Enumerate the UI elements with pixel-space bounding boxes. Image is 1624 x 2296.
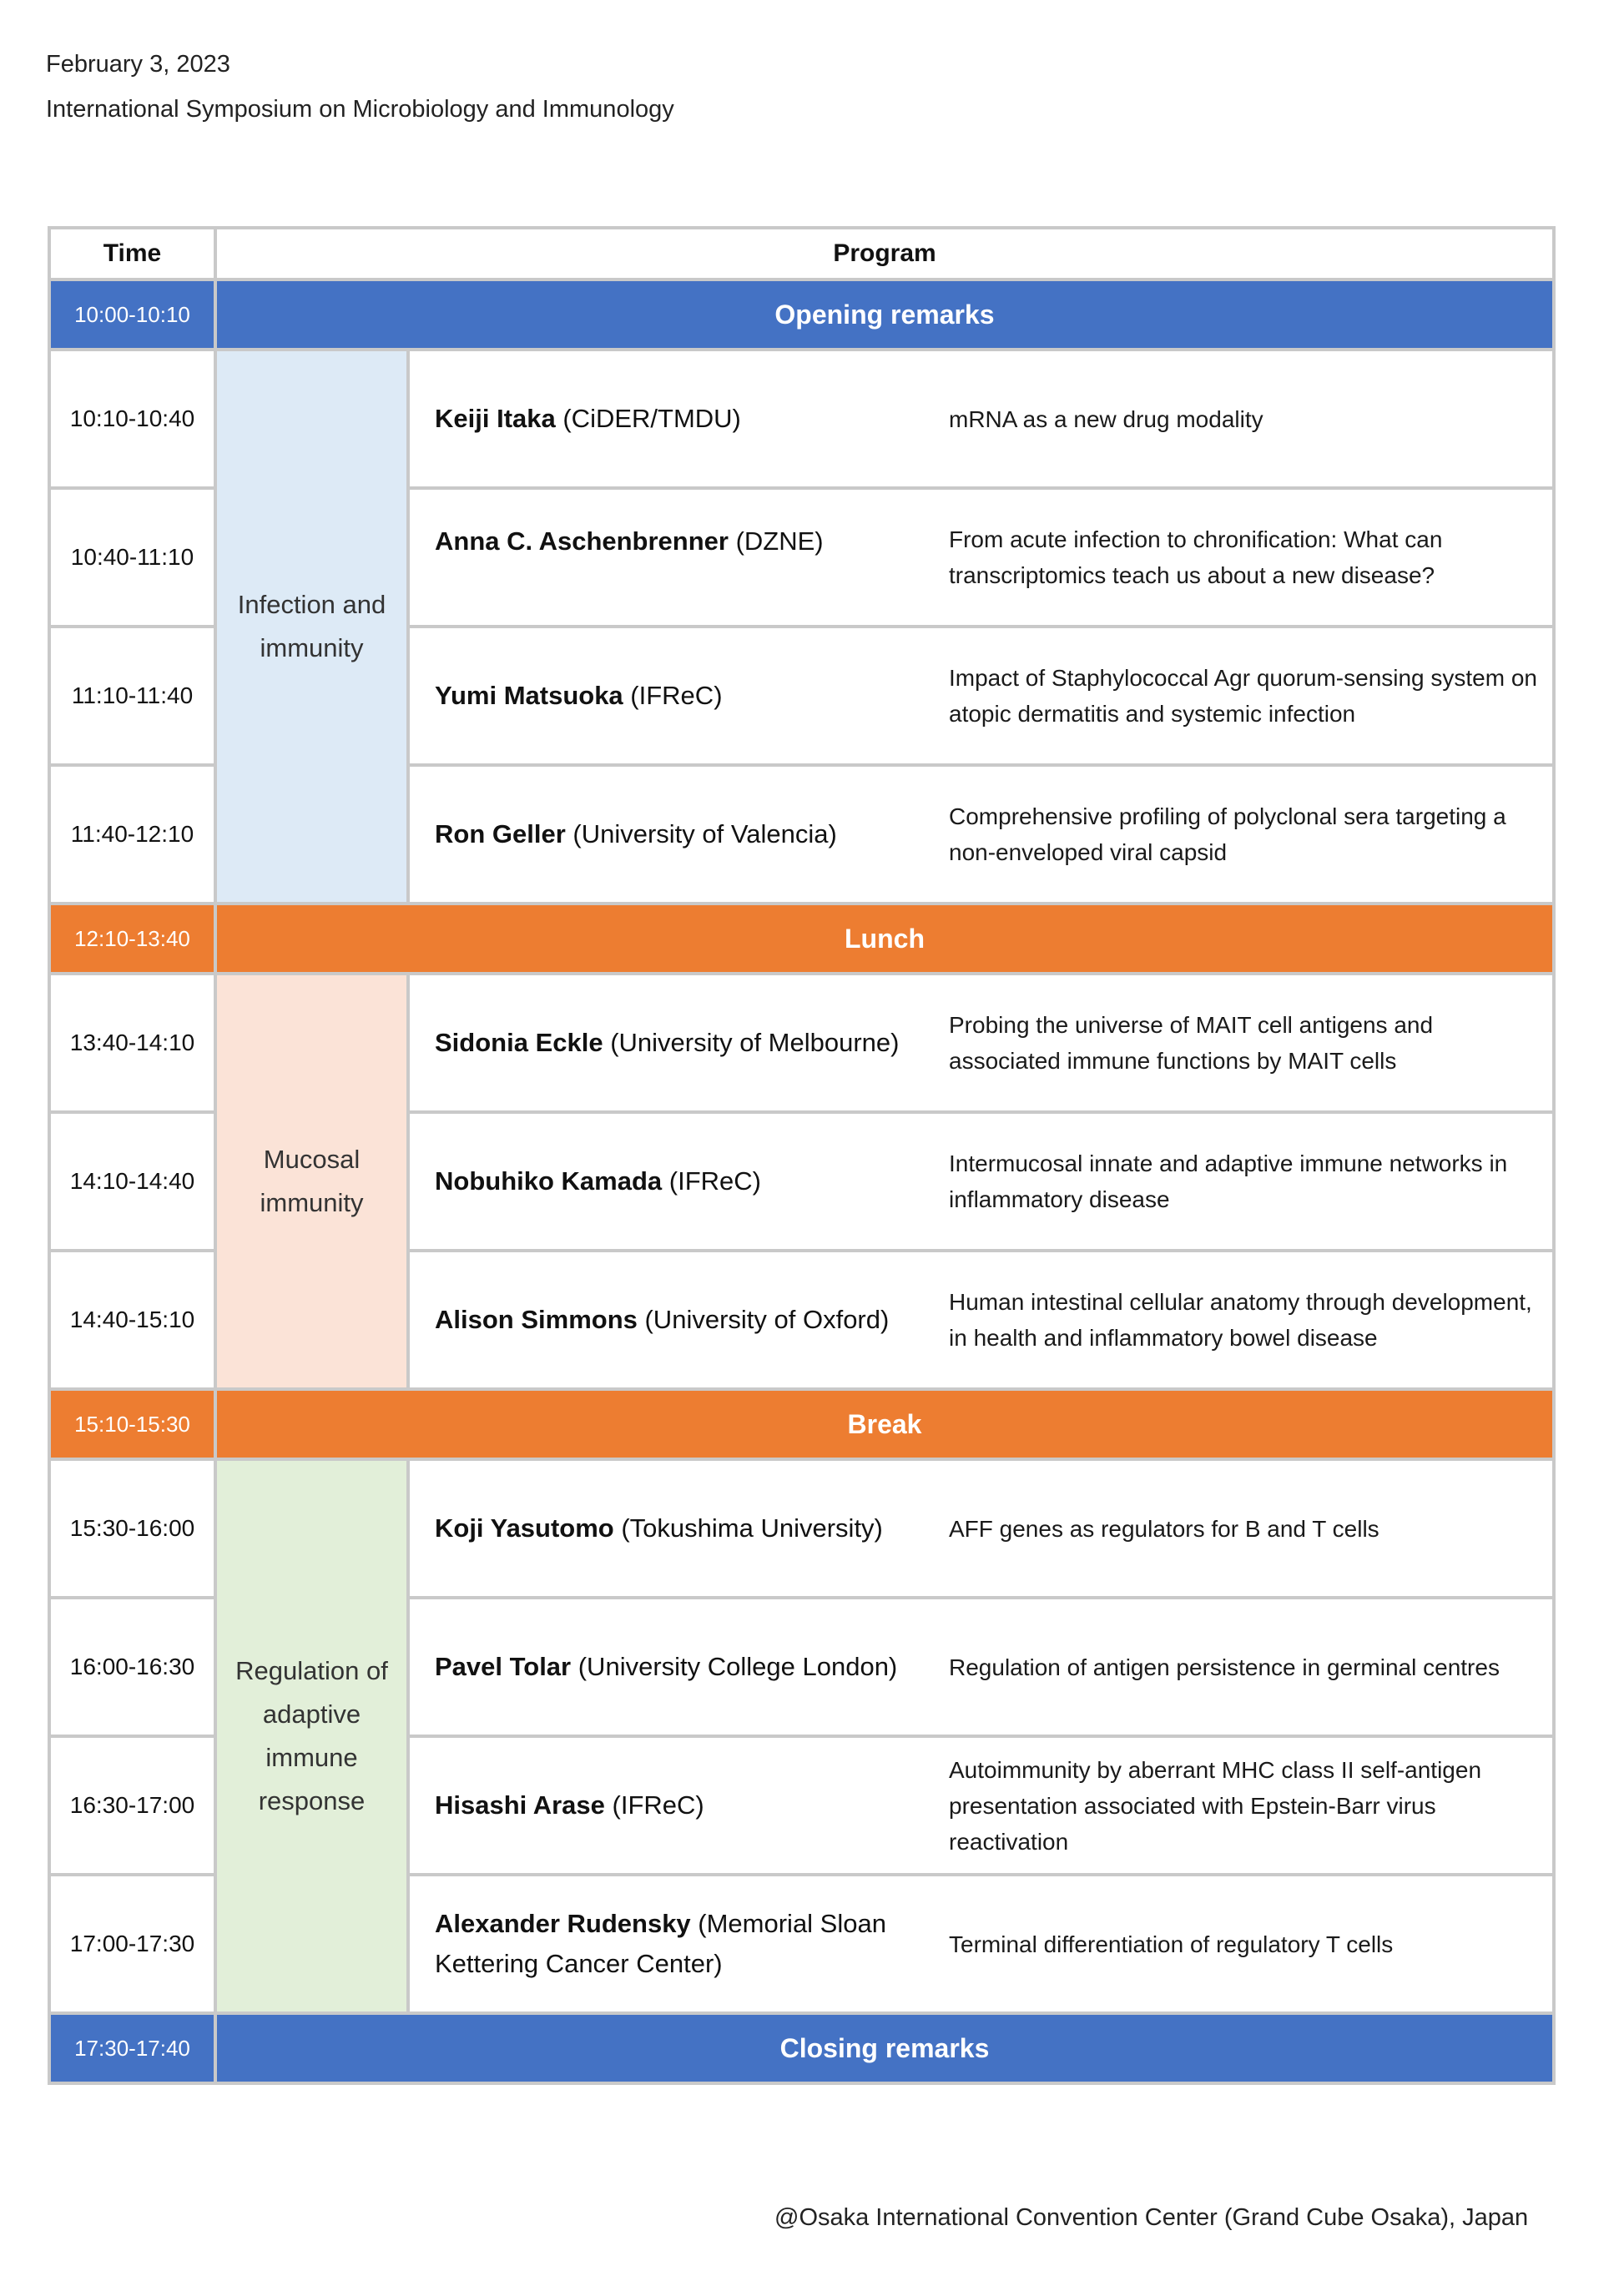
program-table [48,226,1556,2085]
talk-time: 16:00-16:30 [49,1598,215,1736]
break-row [49,1389,1554,1459]
break-time: 15:10-15:30 [49,1389,215,1459]
speaker-affiliation: (Tokushima University) [613,1513,883,1543]
speaker-name: Alexander Rudensky [435,1909,691,1938]
speaker-affiliation: (IFReC) [623,681,723,710]
lunch-time: 12:10-13:40 [49,904,215,974]
session-mucosal-immunity: Mucosal immunity [215,974,408,1389]
closing-label: Closing remarks [215,2013,1554,2083]
session-infection-immunity: Infection and immunity [215,350,408,904]
lunch-row [49,904,1554,974]
opening-time: 10:00-10:10 [49,279,215,350]
venue-footer: @Osaka International Convention Center (Grand Cube Osaka), Japan [774,2204,1529,2231]
lunch-label: Lunch [215,904,1554,974]
column-header-time: Time [49,228,215,279]
table-row [49,1459,1554,1598]
talk-title: Terminal differentiation of regulatory T cells [949,1931,1394,1957]
speaker-affiliation: (University of Melbourne) [603,1028,900,1057]
speaker [410,521,949,561]
speaker-affiliation: (University College London) [571,1652,898,1681]
talk-time: 14:40-15:10 [49,1251,215,1389]
talk-time: 15:30-16:00 [49,1459,215,1598]
speaker-name: Nobuhiko Kamada [435,1166,663,1196]
speaker [410,1300,949,1340]
session-adaptive-immune-response: Regulation of adaptive immune response [215,1459,408,2013]
talk-time: 14:10-14:40 [49,1112,215,1251]
speaker [410,1785,949,1825]
talk-time: 13:40-14:10 [49,974,215,1112]
speaker-name: Pavel Tolar [435,1652,572,1681]
break-label: Break [215,1389,1554,1459]
speaker-affiliation: (University of Valencia) [565,819,837,848]
document-header [46,42,674,132]
speaker [410,1023,949,1063]
closing-remarks-row [49,2013,1554,2083]
talk-time: 11:40-12:10 [49,765,215,904]
speaker [410,676,949,716]
speaker-affiliation: (CiDER/TMDU) [555,404,741,433]
event-date: February 3, 2023 [46,51,230,78]
speaker-name: Hisashi Arase [435,1790,605,1820]
talk-time: 10:40-11:10 [49,488,215,627]
speaker-affiliation: (Memorial Sloan Kettering Cancer Center) [435,1909,886,1978]
talk-title: Comprehensive profiling of polyclonal sera targeting a non-enveloped viral capsid [949,803,1506,865]
talk-title: Intermucosal innate and adaptive immune networks in inflammatory disease [949,1151,1508,1212]
talk-title: Regulation of antigen persistence in germinal centres [949,1654,1500,1680]
speaker-affiliation: (IFReC) [604,1790,704,1820]
talk-time: 10:10-10:40 [49,350,215,488]
talk-time: 16:30-17:00 [49,1736,215,1875]
opening-remarks-row [49,279,1554,350]
talk-title: Human intestinal cellular anatomy through development, in health and inflammatory bowel disease [949,1289,1532,1351]
closing-time: 17:30-17:40 [49,2013,215,2083]
speaker-name: Koji Yasutomo [435,1513,614,1543]
column-header-program: Program [215,228,1554,279]
speaker [410,1161,949,1201]
talk-time: 11:10-11:40 [49,627,215,765]
speaker-name: Yumi Matsuoka [435,681,623,710]
talk-title: From acute infection to chronification: What can transcriptomics teach us about a new disease? [949,526,1443,588]
speaker [410,814,949,854]
speaker [410,1508,949,1548]
table-header-row [49,228,1554,279]
talk-title: Impact of Staphylococcal Agr quorum-sensing system on atopic dermatitis and systemic infection [949,665,1538,727]
speaker-affiliation: (IFReC) [662,1166,761,1196]
talk-time: 17:00-17:30 [49,1875,215,2013]
speaker-name: Anna C. Aschenbrenner [435,526,729,556]
talk-title: Autoimmunity by aberrant MHC class II self-antigen presentation associated with Epstein-Barr virus reactivation [949,1756,1482,1855]
talk-title: AFF genes as regulators for B and T cells [949,1515,1379,1542]
opening-label: Opening remarks [215,279,1554,350]
table-row [49,350,1554,488]
speaker-name: Ron Geller [435,819,566,848]
speaker-name: Keiji Itaka [435,404,556,433]
speaker [410,1647,949,1687]
speaker [410,399,949,439]
speaker-affiliation: (University of Oxford) [637,1305,890,1334]
talk-title: mRNA as a new drug modality [949,405,1263,432]
table-row [49,974,1554,1112]
speaker-name: Alison Simmons [435,1305,638,1334]
talk-title: Probing the universe of MAIT cell antigens and associated immune functions by MAIT cells [949,1012,1434,1074]
event-title: International Symposium on Microbiology and Immunology [46,96,674,123]
speaker [410,1904,949,1984]
speaker-affiliation: (DZNE) [728,526,824,556]
speaker-name: Sidonia Eckle [435,1028,603,1057]
